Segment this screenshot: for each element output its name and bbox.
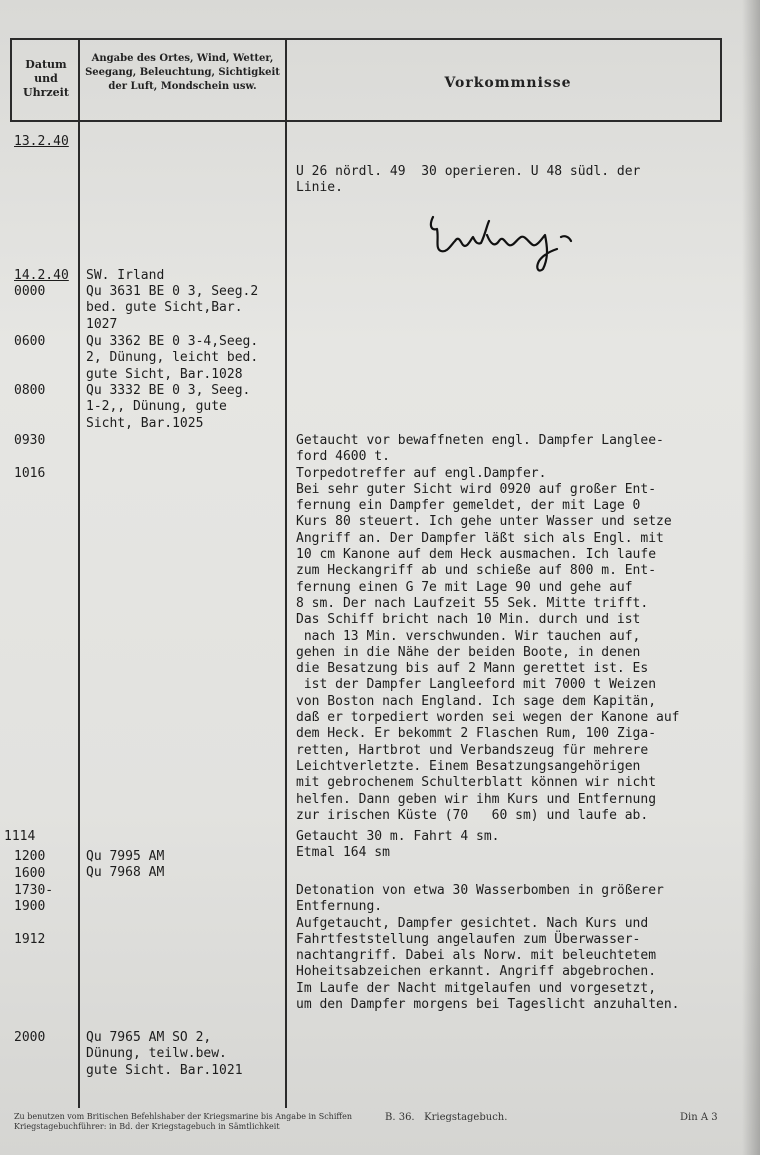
location-entry: SW. Irland [86,268,165,283]
event-entry: Detonation von etwa 30 Wasserbomben in größerer Entfernung. Aufgetaucht, Dampfer gesichtet. Nach Kurs und Fahrtfeststellung angelaufen zum Überwasser- nachtangriff. Dabei als Norw. mit beleuchtetem Hoheitsabzeichen erkannt. Angriff abgebrochen. Im Laufe der Nacht mitgelaufen und vorgesetzt, um den Dampfer morgens bei Tageslicht anzuhalten. [296,883,680,1013]
date-column-divider [78,38,80,1108]
time-entry: 1900 [14,899,46,914]
event-entry: Getaucht 30 m. Fahrt 4 sm. Etmal 164 sm [296,829,500,861]
time-entry: 1600 [14,866,46,881]
time-entry: 0800 [14,383,46,398]
header-location-weather: Angabe des Ortes, Wind, Wetter, Seegang, Beleuchtung, Sichtigkeit der Luft, Mondschein usw. [85,53,280,92]
left-border [10,38,12,122]
header-date-time: Datum und Uhrzeit [23,58,69,99]
time-entry: 2000 [14,1030,46,1045]
location-entry: Qu 3362 BE 0 3-4,Seeg. 2, Dünung, leicht bed. gute Sicht, Bar.1028 [86,334,259,382]
time-entry: 1200 [14,849,46,864]
time-entry: 0930 [14,433,46,448]
date-entry: 14.2.40 [14,268,69,283]
top-rule [10,38,722,40]
footer-print-note: Zu benutzen vom Britischen Befehlshaber der Kriegsmarine bis Angabe in Schiffen Kriegstagebuchführer: in Bd. der Kriegstagebuch in Sämtlichkeit [14,1112,352,1131]
time-entry: 1912 [14,932,46,947]
time-entry: 1730- [14,883,54,898]
handwritten-signature [425,205,585,275]
location-entry: Qu 7995 AM Qu 7968 AM [86,849,165,881]
time-entry: 1016 [14,466,46,481]
location-entry: Qu 3332 BE 0 3, Seeg. 1-2,, Dünung, gute Sicht, Bar.1025 [86,383,251,431]
event-entry: U 26 nördl. 49 30 operieren. U 48 südl. der Linie. [296,164,641,196]
footer-form-name: B. 36. Kriegstagebuch. [385,1112,508,1123]
location-entry: Qu 3631 BE 0 3, Seeg.2 bed. gute Sicht,Bar. 1027 [86,284,259,332]
event-entry: Getaucht vor bewaffneten engl. Dampfer Langlee- ford 4600 t. Torpedotreffer auf engl.Dampfer. Bei sehr guter Sicht wird 0920 auf großer Ent- fernung ein Dampfer gemeldet, der mit Lage 0 Kurs 80 steuert. Ich gehe unter Wasser und setze Angriff an. Der Dampfer läßt sich als Engl. mit 10 cm Kanone auf dem Heck ausmachen. Ich laufe zum Heckangriff ab und schieße auf 800 m. Ent- fernung einen G 7e mit Lage 90 und gehe auf 8 sm. Der nach Laufzeit 55 Sek. Mitte trifft. Das Schiff bricht nach 10 Min. durch und ist nach 13 Min. verschwunden. Wir tauchen auf, gehen in die Nähe der beiden Boote, in denen die Besatzung bis auf 2 Mann gerettet ist. Es ist der Dampfer Langleeford mit 7000 t Weizen von Boston nach England. Ich sage dem Kapitän, daß er torpediert worden sei wegen der Kanone auf dem Heck. Er bekommt 2 Flaschen Rum, 100 Ziga- retten, Hartbrot und Verbandszeug für mehrere Leichtverletzte. Einem Besatzungsangehörigen mit gebrochenem Schulterblatt können wir nicht helfen. Dann geben wir ihm Kurs und Entfernung zur irischen Küste (70 60 sm) und laufe ab. [296,433,680,823]
time-entry: 0600 [14,334,46,349]
header-bottom-rule [10,120,722,122]
header-events: Vorkommnisse [444,75,572,91]
footer-paper-size: Din A 3 [680,1112,718,1123]
time-entry: 0000 [14,284,46,299]
place-column-divider [285,38,287,1108]
location-entry: Qu 7965 AM SO 2, Dünung, teilw.bew. gute Sicht. Bar.1021 [86,1030,243,1078]
time-entry: 1114 [4,829,36,844]
date-entry: 13.2.40 [14,134,69,149]
page-edge-shadow [742,0,760,1155]
